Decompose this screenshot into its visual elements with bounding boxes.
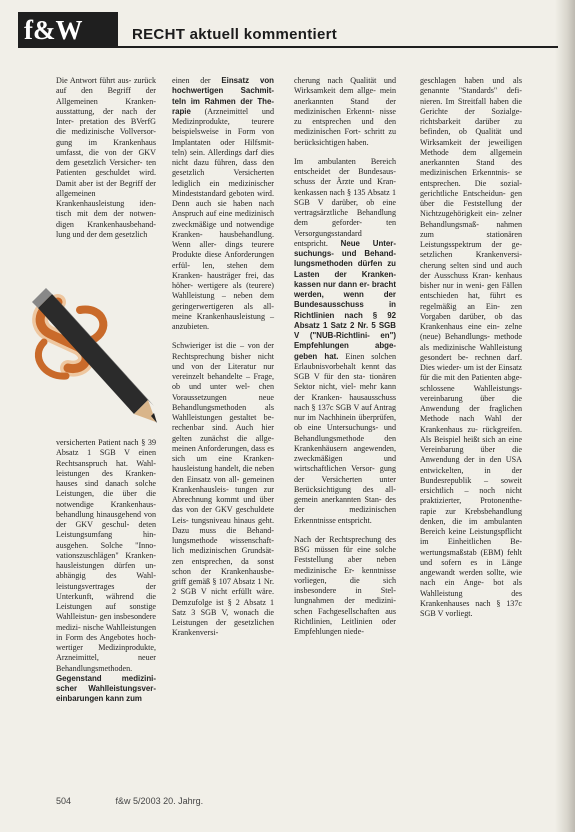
col3-text-c: Einen solchen Erlaubnisvorbehalt kennt das SGB V für den sta- tionären Sektor nicht, viel- mehr kann der Kranken- hausausschuss nach § 137c SGB V auf Antrag nur im Nachhinein überprüfen, ob eine Untersuchungs- und Behandlungsmethode den Krankenhäusern angewenden, zweckmäßigen und wirtschaftlichen Versor- gung der Versicherten unter Berücksichtigung des all- gemein anerkannten Stan- des der medizinischen Erkenntnisse entspricht. bbox=[294, 351, 396, 525]
logo-text: f&W bbox=[24, 15, 83, 45]
column-2 bbox=[172, 76, 274, 639]
col3-paragraph-1: cherung nach Qualität und Wirksamkeit dem allge- mein anerkannten Stand der medizinischen Erkennt- nisse zu entsprechen und den medizinischen Fort- schritt zu berücksichtigen haben. bbox=[294, 76, 396, 147]
column-1-top bbox=[56, 76, 156, 240]
page-header bbox=[18, 12, 558, 52]
col2-text: (Arzneimittel und Medizinprodukte, teurere beispielsweise in Form von Implantaten oder Hilfsmit- teln) sein. Allerdings darf dies nicht dazu führen, dass den gesetzlich Versicherten lediglich ein medizinischer Mindeststandard geboten wird. Denn auch sie haben nach Anspruch auf eine medizinisch zweckmäßige und notwendige Kranken- hausbehandlung. Wenn aller- dings teurere Produkte diese Anforderungen erfül- len, stehen dem Kranken- hausträger frei, das höher- wertigere als (teurere) Wahlleistung – neben dem geringerwertigeren als all- meine Krankenhausleistung – anzubieten. bbox=[172, 106, 274, 331]
col1-paragraph: Die Antwort führt aus- zurück auf den Begriff der Allgemeinen Kranken- ausstattung, der nach der Inter- pretation des BVerfG die medizinische Vollversor- gung im Krankenhaus umfasst, die von der GKV dem gesetzlich Versicher- ten Patienten geschuldet wird. Damit aber ist der Begriff der allgemeinen Krankenhausleistung iden- tisch mit dem der notwen- digen Krankenhausbehand- lung und der dem gesetzlich bbox=[56, 76, 156, 239]
col3-paragraph-3: Nach der Rechtsprechung des BSG müssen für eine solche Feststellung aber neben medizinische Er- kenntnisse vorliegen, die sich insbesondere in Stel- lungnahmen der medizini- schen Fachgesellschaften aus Richtlinien, Leitlinien oder Empfehlungen niede- bbox=[294, 534, 396, 636]
col1-bottom-paragraph: versicherten Patient nach § 39 Absatz 1 SGB V einen Rechtsanspruch hat. Wahl- leistungen des Kranken- hauses sind danach solche Leistungen, die über die notwendige Krankenhaus- behandlung hinausgehend von der GKV geschul- deten Leistungsumfang hin- ausgehen. Solche "Inno- vationszuschlägen" Kranken- hausleistungen dürfen un- abhängig des Wahl- leistungsvertrages der Unterkunft, während die Leistungen auf sonstige Wahlleistun- gen insbesondere medizi- nische Wahlleistungen in Form des Angebotes hoch- wertiger Medizinprodukte, Arzneimittel, neuer Behandlungsmethoden. bbox=[56, 438, 156, 673]
col2-lead: einen der bbox=[172, 76, 211, 85]
col3-paragraph-2 bbox=[294, 157, 396, 526]
column-1-bottom bbox=[56, 438, 156, 705]
header-rule bbox=[118, 46, 558, 48]
section-title: RECHT aktuell kommentiert bbox=[132, 26, 338, 43]
page-number: 504 bbox=[56, 796, 72, 806]
journal-issue: f&w 5/2003 20. Jahrg. bbox=[115, 796, 204, 806]
page-footer bbox=[56, 796, 203, 806]
col3-bold-text: Neue Unter- suchungs- und Behand- lungsmethoden dürfen zu Lasten der Kranken- kassen nur dann er- bracht werden, wenn der Bundesausschuss in Richtlinien nach § 92 Absatz 1 Satz 2 Nr. 5 SGB V ("NUB-Richtlini- en") Empfehlungen abge- geben hat. bbox=[294, 238, 396, 361]
column-4 bbox=[420, 76, 522, 619]
col2-paragraph-1 bbox=[172, 76, 274, 332]
column-3 bbox=[294, 76, 396, 637]
col4-paragraph: geschlagen haben und als genannte "Standards" defi- nieren. Im Streitfall haben die Gerichte der Sozialge- richtsbarkeit darüber zu befinden, ob Qualität und Wirksamkeit der jeweiligen Methode dem allgemein anerkannten Stand des medizinischen Erkenntnis- se entsprechen. Die sozial- gerichtliche Entscheidun- gen über die Feststellung der Nichtzugehörigkeit ein- zelner Behandlungsmaß- nahmen zum stationären Leistungsspektrum der ge- setzlichen Krankenversi- cherung selten sind und auch der Ausschuss Kran- kenhaus bisher nur in weni- gen Fällen entschieden hat, führt es regelmäßig an Ein- zen Vorgaben darüber, ob das Krankenhaus eine ein- zelne (neue) Behandlungs- methode als medizinische Wahlleistung gesondert be- rechnen darf. Dies wieder- um ist der Einsatz für die mit den Patienten abge- schlossene Wahlleistungs- vereinbarung über die Anwendung der fraglichen Methode nach Wahl der Krankenhaus zu- rückgreifen. Als Beispiel heißt sich an eine Vereinbarung über die Anwendung der in den USA entwickelten, in der Bundesrepublik – soweit ersichtlich – noch nicht praktizierter, Protonenthe- rapie zur Krebsbehandlung denken, die im ambulanten Bereich keine Leistungspflicht im Einheitlichen Be- wertungsmaßstab (EBM) fehlt und sofern es in Länge angewandt werden sollte, wie nach ein Ange- bot als Wahlleistung des Krankenhauses nach § 137c SGB V vorliegt. bbox=[420, 76, 522, 618]
pencil-paragraph-illustration bbox=[20, 282, 160, 432]
journal-logo bbox=[18, 12, 118, 48]
col3-text-a: Im ambulanten Bereich entscheidet der Bundesaus- schuss der Ärzte und Kran- kenkassen nach § 135 Absatz 1 SGB V darüber, ob eine vertragsärztliche Behandlung dem geforder- ten Versorgungsstandard entspricht. bbox=[294, 156, 396, 248]
col2-paragraph-2: Schwieriger ist die – von der Rechtsprechung bisher nicht und von der Literatur nur vereinzelt behandelte – Frage, ob und unter wel- chen Voraussetzungen neue Behandlungsmethoden als Wahlleistungen gestaltet be- rechenbar sind. Auch hier gelten zunächst die allge- meinen Anforderungen, dass es sich um eine Kranken- hausleistung handelt, die neben den Einsatz von all- gemeinen Krankenhausleis- tungen zur Abrechnung kommt und über das von der GKV geschuldete Leis- tungsniveau hinaus geht. Dazu muss die Behand- lungsmethode wissenschaft- lich medizinischen Grundsät- zen entsprechen, da sonst schon der Krankenhausbe- griff gemäß § 107 Absatz 1 Nr. 2 SGB V nicht erfüllt wäre. Demzufolge ist § 2 Absatz 1 Satz 3 SGB V, wonach die Leistungen der gesetzlichen Krankenversi- bbox=[172, 341, 274, 638]
col2-bold-lead: Einsatz von hochwertigen Sachmit- teln im Rahmen der The- rapie bbox=[172, 76, 274, 116]
col1-bold-lead: Gegenstand medizini- scher Wahlleistungsver- einbarungen kann zum bbox=[56, 673, 156, 704]
page-binding-shadow bbox=[555, 0, 575, 832]
